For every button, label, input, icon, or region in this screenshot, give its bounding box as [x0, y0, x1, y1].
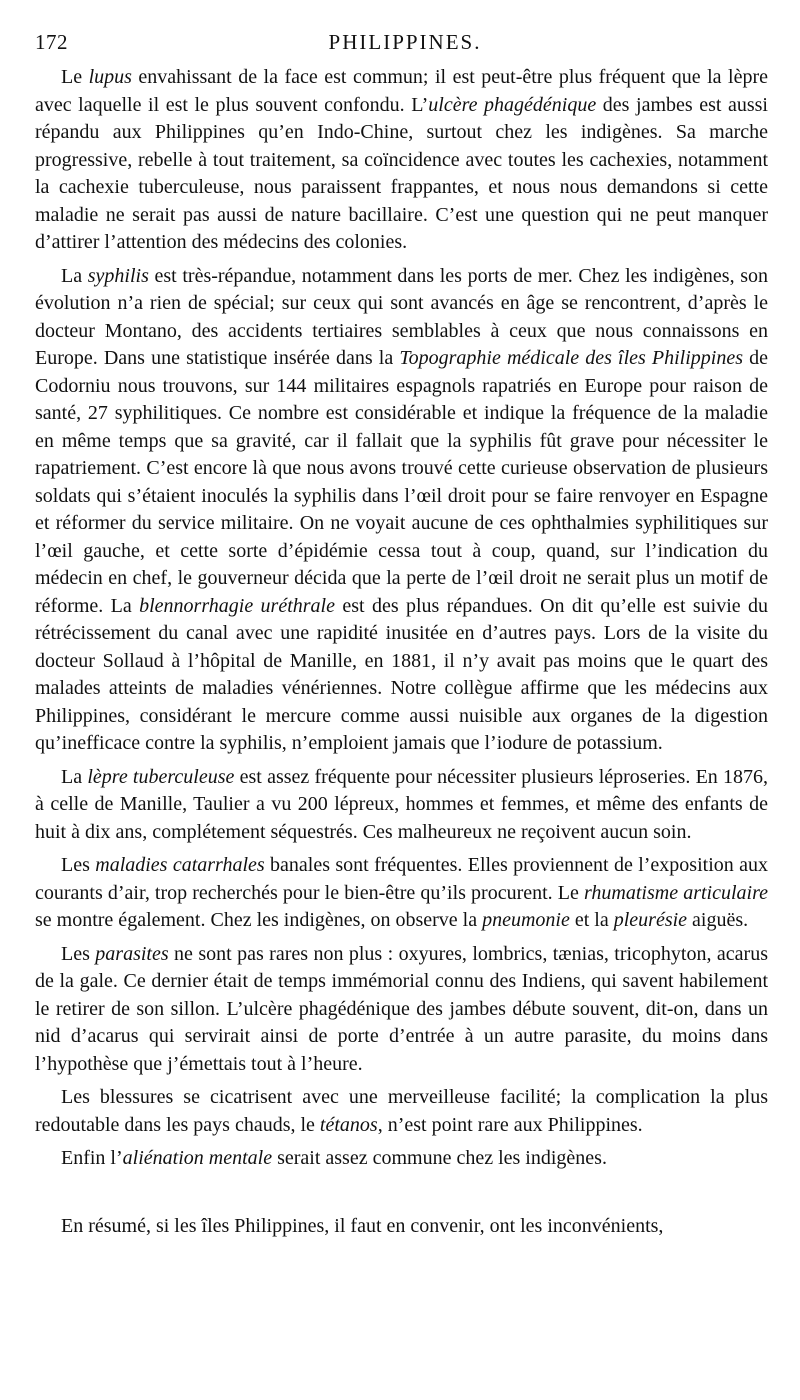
italic-term: rhumatisme articulaire	[584, 881, 769, 904]
italic-term: pleurésie	[613, 909, 688, 931]
text-run: La	[61, 765, 88, 788]
text-run: serait assez commune chez les indigènes.	[272, 1147, 607, 1169]
text-run: envahissant de la face est commun; il est peut-être plus fréquent que la lèpre avec laquelle il est le plus souvent confondu. L’	[35, 66, 768, 116]
text-run: , n’est point rare aux Philippines.	[377, 1113, 643, 1136]
paragraph-lepre	[35, 764, 768, 847]
paragraph-parasites	[35, 941, 768, 1079]
text-run: aiguës.	[687, 909, 749, 931]
paragraph-alienation	[35, 1145, 768, 1173]
page-body	[35, 64, 768, 1240]
italic-term: ulcère phagédénique	[428, 93, 597, 116]
text-run: Le	[61, 66, 89, 88]
paragraph-maladies-catarrhales	[35, 852, 768, 935]
text-run: En résumé, si les îles Philippines, il faut en convenir, ont les inconvénients,	[61, 1214, 664, 1237]
text-run: La	[61, 264, 88, 287]
paragraph-syphilis	[35, 263, 768, 758]
italic-term: aliénation mentale	[122, 1147, 273, 1169]
text-run: Les	[61, 854, 96, 876]
italic-term: pneumonie	[482, 909, 570, 931]
italic-term: Topographie médicale des îles Philippines	[399, 347, 743, 369]
text-run: Les	[61, 942, 96, 965]
text-run: est assez fréquente pour nécessiter plusieurs léproseries. En 1876, à celle de Manille, Taulier a vu 200 lépreux, hommes et femmes, et même des enfants de huit à dix ans, complétement séquestrés. Ces malheureux ne reçoivent aucun soin.	[35, 765, 769, 843]
text-run: des jambes est aussi répandu aux Philippines qu’en Indo-Chine, surtout chez les indigènes. Sa marche progressive, rebelle à tout traitement, sa coïncidence avec toutes les cachexies, notamment la cachexie tuberculeuse, nous paraissent frappantes, et nous nous demandons si cette maladie ne serait pas aussi de nature bacillaire. C’est une question qui ne peut manquer d’attirer l’attention des médecins des colonies.	[35, 93, 768, 253]
running-head: PHILIPPINES.	[328, 30, 482, 54]
italic-term: tétanos	[319, 1113, 378, 1136]
italic-term: blennorrhagie uréthrale	[139, 594, 335, 617]
text-run: Les blessures se cicatrisent avec une merveilleuse facilité; la complication la plus redoutable dans les pays chauds, le	[35, 1086, 768, 1136]
text-run: de Codorniu nous trouvons, sur 144 militaires espagnols rapatriés en Europe pour raison de santé, 27 syphilitiques. Ce nombre est considérable et indique la fréquence de la maladie en même temps que sa gravité, car il fallait que la syphilis fût grave pour nécessiter le rapatriement. C’est encore là que nous avons trouvé cette curieuse observation de plusieurs soldats qui s’étaient inoculés la syphilis dans l’œil droit pour se faire renvoyer en Espagne et réformer du service militaire. On ne voyait aucune de ces ophthalmies syphilitiques sur l’œil gauche, et cette sorte d’épidémie cessa tout à coup, quand, sur l’indication du médecin en chef, le gouverneur décida que la perte de l’œil droit ne serait plus un motif de réforme. La	[35, 347, 768, 617]
text-run: est des plus répandues. On dit qu’elle est suivie du rétrécissement du canal avec une rapidité inusitée en d’autres pays. Lors de la visite du docteur Sollaud à l’hôpital de Manille, en 1881, il n’y avait pas moins que le quart des malades atteints de maladies vénériennes. Notre collègue affirme que les médecins aux Philippines, considérant le mercure comme aussi nuisible aux organes de la digestion qu’inefficace contre la syphilis, n’emploient jamais que l’iodure de potassium.	[35, 594, 768, 754]
paragraph-lupus	[35, 64, 768, 257]
italic-term: parasites	[95, 942, 169, 965]
paragraph-blessures	[35, 1084, 768, 1139]
italic-term: lèpre tuberculeuse	[87, 765, 235, 788]
text-run: ne sont pas rares non plus : oxyures, lombrics, tænias, tricophyton, acarus de la gale. Ce dernier était de temps immémorial connu des Indiens, qui savent habilement le retirer de son sillon. L’ulcère phagédénique des jambes débute souvent, dit-on, dans un nid d’acarus qui servirait ainsi de porte d’entrée à un autre parasite, du moins dans l’hypothèse que j’émettais tout à l’heure.	[35, 942, 768, 1075]
text-run: est très-répandue, notamment dans les ports de mer. Chez les indigènes, son évolution n’a rien de spécial; sur ceux qui sont avancés en âge se rencontrent, d’après le docteur Montano, des accidents tertiaires semblables à ceux que nous connaissons en Europe. Dans une statistique insérée dans la	[35, 264, 769, 369]
page-header	[35, 30, 775, 60]
text-run: se montre également. Chez les indigènes, on observe la	[35, 909, 483, 931]
italic-term: syphilis	[87, 264, 149, 287]
page-number: 172	[35, 30, 68, 54]
text-run: Enfin l’	[61, 1147, 123, 1169]
paragraph-resume	[35, 1213, 768, 1241]
text-run: et la	[569, 909, 614, 931]
text-run: banales sont fréquentes. Elles proviennent de l’exposition aux courants d’air, trop recherchés pour le bien-être qu’ils procurent. Le	[35, 854, 768, 904]
italic-term: maladies catarrhales	[95, 854, 265, 876]
italic-term: lupus	[88, 66, 132, 88]
